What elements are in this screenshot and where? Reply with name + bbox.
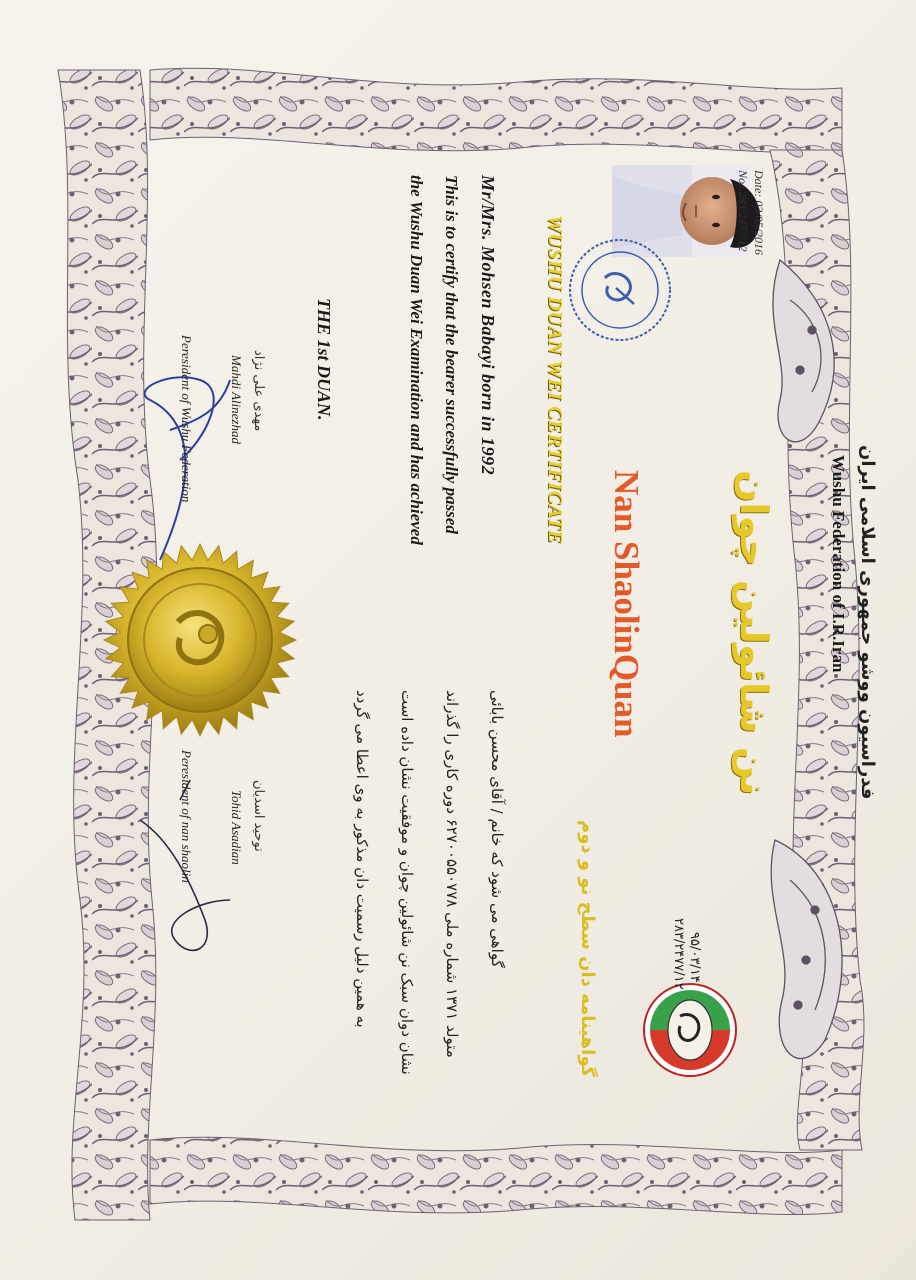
persian-body-line-2: متولد ۱۳۷۱ شماره ملی ۶۲۷۰۰۵۵۰۷۷۸ دوره کاری را گذراند: [443, 690, 461, 1058]
persian-body-line-4: به همین دلیل رسمیت دان مذکور به وی اعطا می گردد: [353, 690, 371, 1028]
signer-right-role: Peresident of nan shaolin: [179, 750, 194, 883]
signer-left-role: Peresident of Wushu Federation: [179, 335, 194, 503]
certificate-date: Date: 03/05/2016: [752, 170, 766, 255]
style-name: Nan ShaolinQuan: [607, 470, 646, 738]
federation-name: Wushu Federation of I.R.Iran: [829, 455, 848, 673]
signer-left-name: Mahdi Alinezhad: [229, 355, 244, 444]
persian-body-line-1: گواهی می شود که خانم / آقای محسن بابائی: [488, 690, 506, 968]
body-line-3: the Wushu Duan Wei Examination and has achieved: [407, 175, 426, 545]
federation-name-persian: فدراسیون ووشو جمهوری اسلامی ایران: [857, 445, 878, 800]
style-name-persian: نن شائولین چوان: [732, 470, 776, 796]
certificate-number: No: 283/2477/12: [736, 170, 750, 252]
certificate-title: WUSHU DUAN WEI CERTIFICATE: [544, 215, 566, 544]
persian-body-line-3: نشان دوان سبک نن شائولین چوان و موفقیت نشان داده است: [398, 690, 416, 1075]
body-line-name: Mr/Mrs. Mohsen Babayi born in 1992: [478, 175, 498, 476]
rank-achieved: THE 1st DUAN.: [314, 298, 334, 421]
body-line-2: This is to certify that the bearer successfully passed: [442, 175, 461, 534]
signer-right-name: Tohid Asadian: [229, 790, 244, 865]
certificate-title-persian: گواهینامه دان سطح نو و دوم: [577, 820, 598, 1078]
signer-left-persian: مهدی علی نژاد: [251, 350, 266, 432]
signer-right-persian: توحید اسدیان: [251, 780, 266, 852]
stamp-number-persian: ۲۸۳/۲۴۷۷/۱۲: [671, 918, 686, 990]
stamp-date-persian: ۹۵/۰۳/۱۴: [687, 932, 702, 983]
